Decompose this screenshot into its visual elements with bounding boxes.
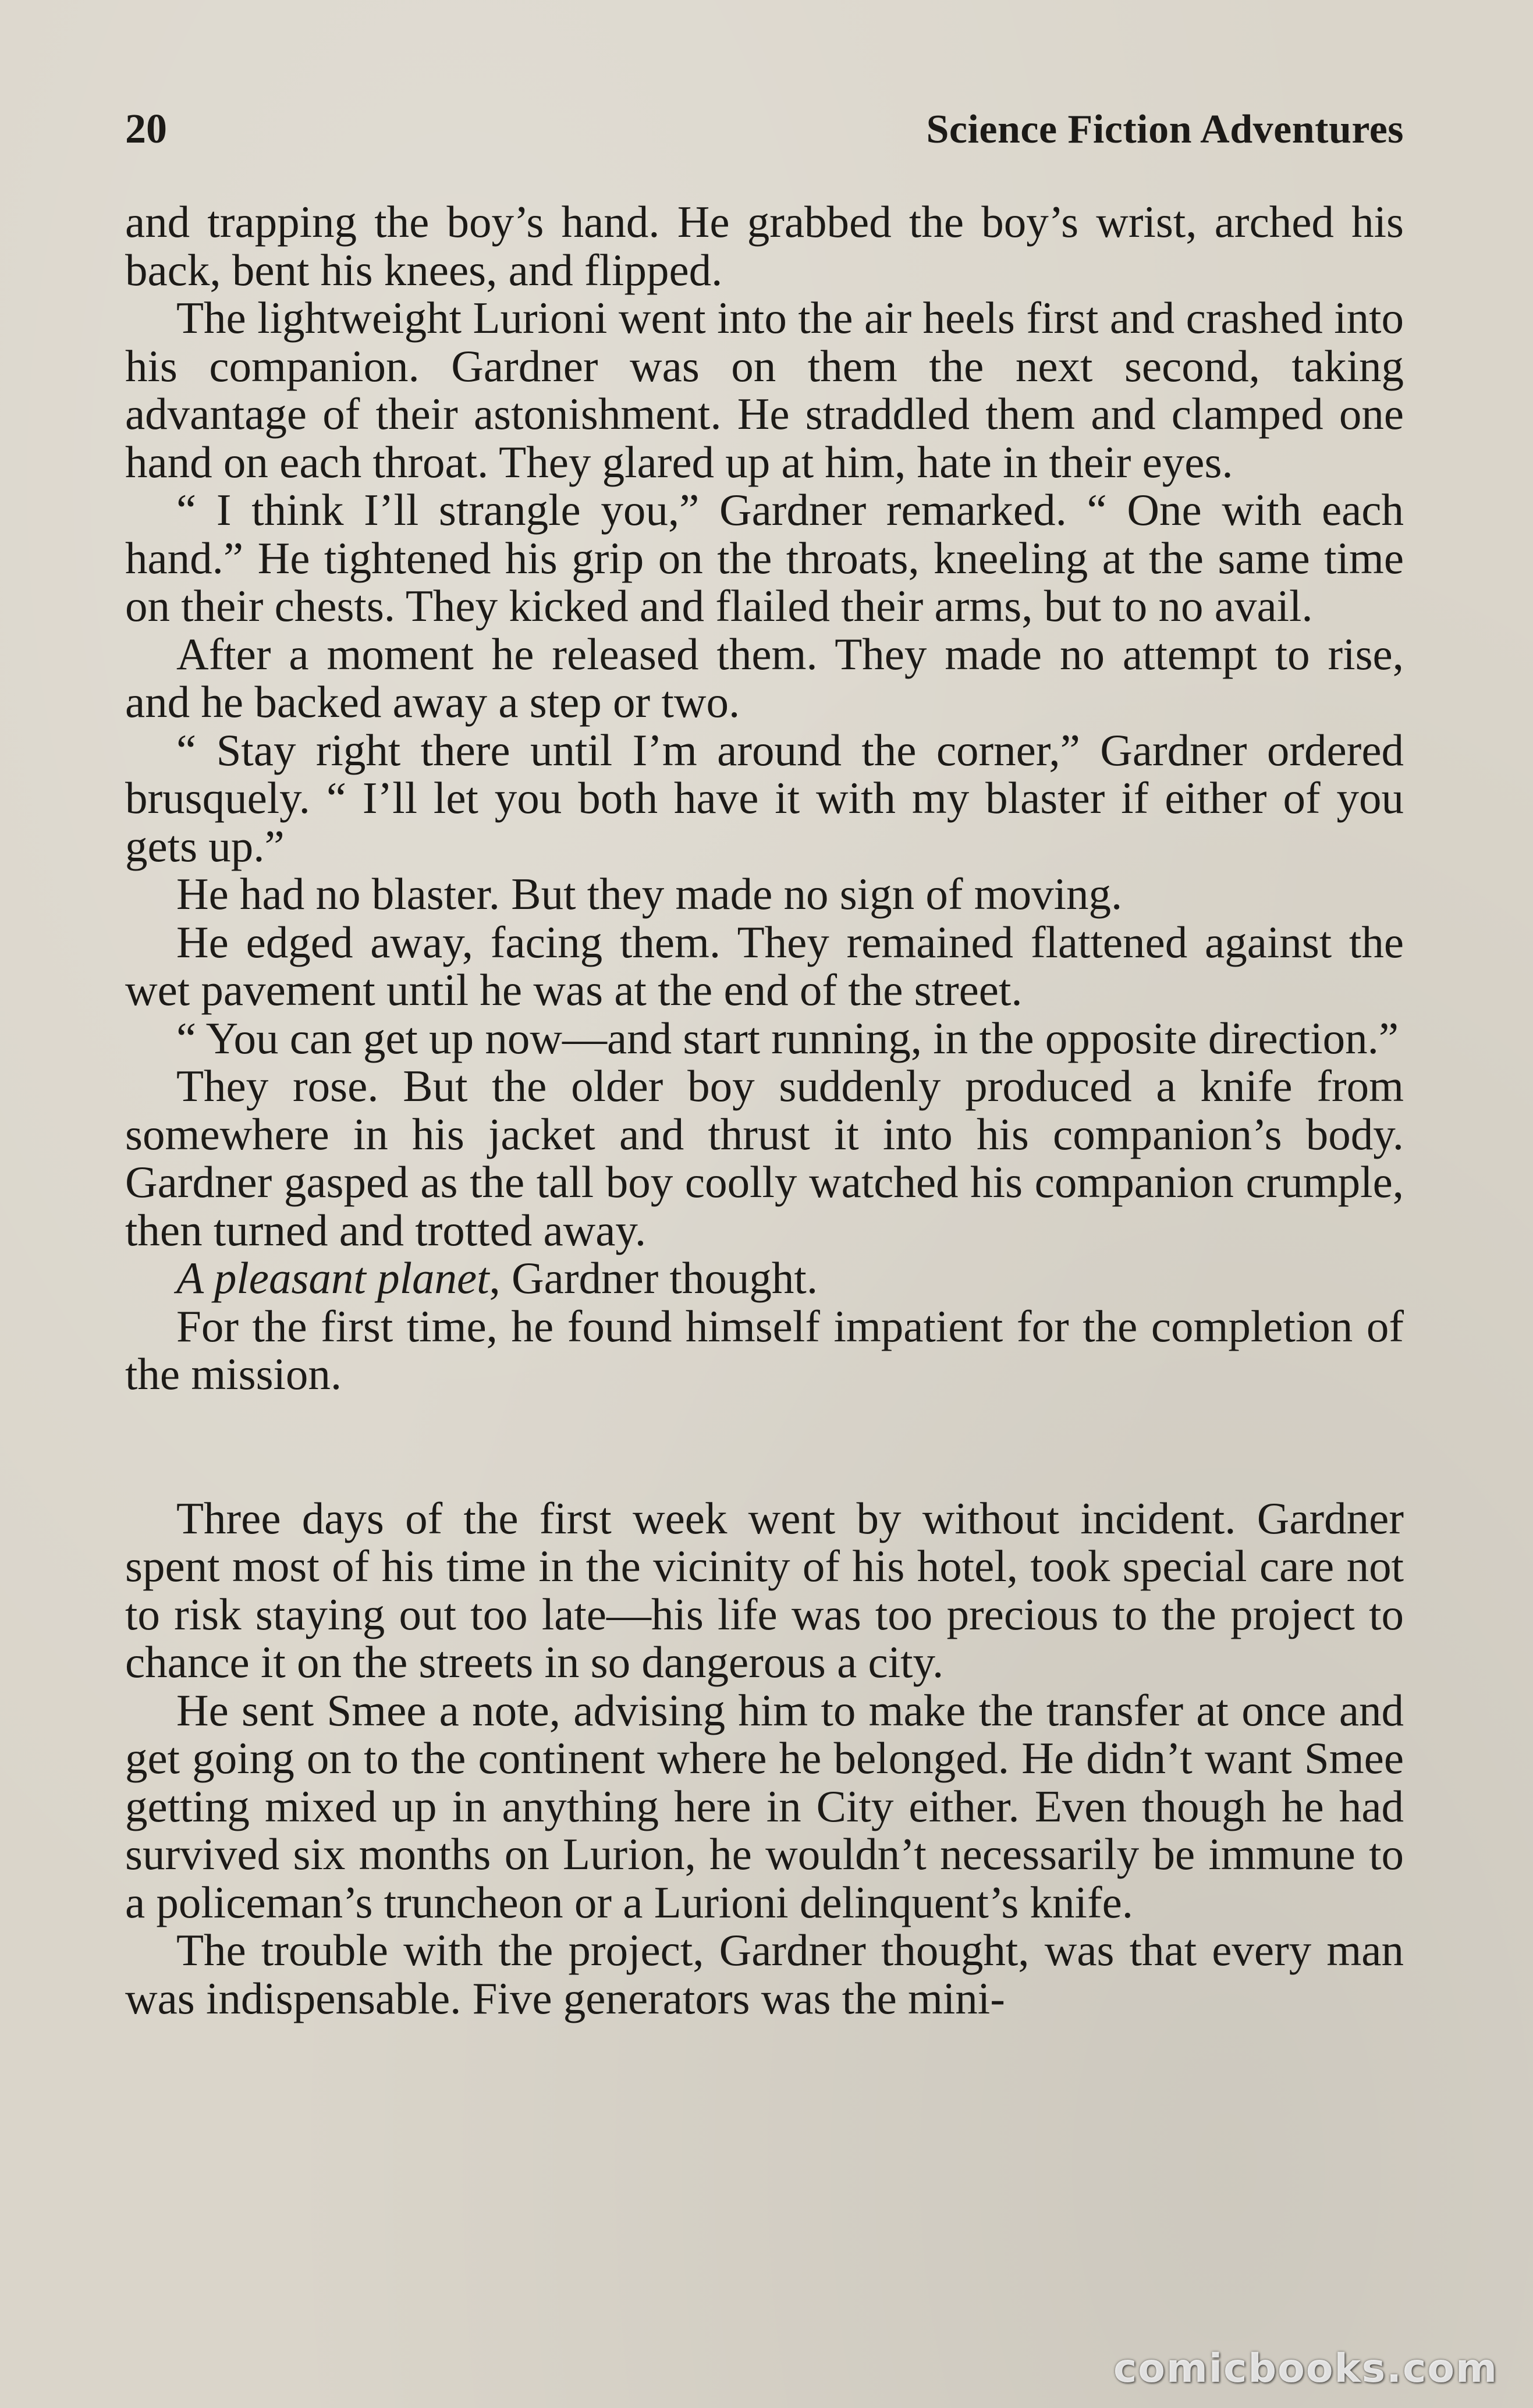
page-number: 20 [125, 105, 167, 152]
watermark: comicbooks.com [1113, 2346, 1498, 2392]
paragraph: The trouble with the project, Gardner thought, was that every man was indispensable. Five generators was the mini- [125, 1925, 1404, 2023]
page-header [125, 105, 1404, 163]
paragraph: After a moment he released them. They made no attempt to rise, and he backed away a step or two. [125, 628, 1404, 727]
paragraph: and trapping the boy’s hand. He grabbed the boy’s wrist, arched his back, bent his knees, and flipped. [125, 197, 1404, 295]
paragraph: For the first time, he found himself impatient for the completion of the mission. [125, 1301, 1404, 1399]
body-text [125, 198, 1404, 2022]
paragraph: “ Stay right there until I’m around the corner,” Gardner ordered brusquely. “ I’ll let you both have it with my blaster if either of you gets up.” [125, 724, 1404, 871]
running-title: Science Fiction Adventures [926, 107, 1404, 152]
paragraph: He had no blaster. But they made no sign of moving. [176, 869, 1123, 919]
paragraph: “ You can get up now—and start running, in the opposite direction.” [176, 1013, 1399, 1063]
paragraph: He sent Smee a note, advising him to make the transfer at once and get going on to the continent where he belonged. He didn’t want Smee getting mixed up in anything here in City either. Even though he had survived six months on Lurion, he wouldn’t necessarily be immune to a policeman’s truncheon or a Lurioni delinquent’s knife. [125, 1685, 1404, 1927]
thought-remainder: , Gardner thought. [489, 1253, 818, 1303]
paragraph-section-start: Three days of the first week went by without incident. Gardner spent most of his time in the vicinity of his hotel, took special care not to risk staying out too late—his life was too precious to the project to chance it on the streets in so dangerous a city. [125, 1493, 1404, 1687]
paragraph-italic-thought [125, 1254, 1404, 1302]
paragraph: They rose. But the older boy suddenly produced a knife from somewhere in his jacket and thrust it into his companion’s body. Gardner gasped as the tall boy coolly watched his companion crumple, then turned and trotted away. [125, 1061, 1404, 1255]
paragraph: “ I think I’ll strangle you,” Gardner remarked. “ One with each hand.” He tightened his grip on the throats, kneeling at the same time on their chests. They kicked and flailed their arms, but to no avail. [125, 485, 1404, 631]
italic-phrase: A pleasant planet [176, 1253, 489, 1303]
paragraph: The lightweight Lurioni went into the air heels first and crashed into his companion. Gardner was on them the next second, taking advantage of their astonishment. He straddled them and clamped one hand on each throat. They glared up at him, hate in their eyes. [125, 293, 1404, 487]
paragraph: He edged away, facing them. They remained flattened against the wet pavement until he was at the end of the street. [125, 917, 1404, 1015]
